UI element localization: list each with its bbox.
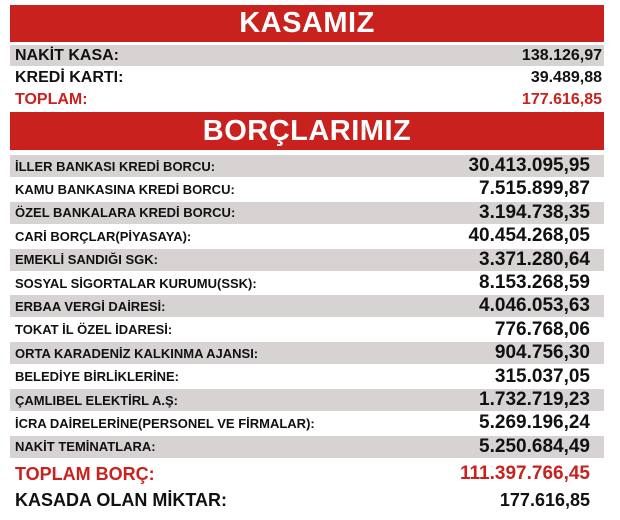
kasa-value: 39.489,88: [530, 68, 602, 86]
cash-amount-row: [10, 487, 604, 513]
debt-row: [10, 389, 604, 411]
debt-value: 3.194.738,35: [479, 201, 590, 223]
debt-row: [10, 412, 604, 434]
debt-label: ÖZEL BANKALARA KREDİ BORCU:: [15, 205, 236, 221]
debt-label: CARİ BORÇLAR(PİYASAYA):: [15, 228, 192, 244]
cash-amount-label: KASADA OLAN MİKTAR:: [15, 489, 227, 510]
debt-value: 315.037,05: [494, 365, 590, 387]
debt-label: İLLER BANKASI KREDİ BORCU:: [15, 158, 216, 174]
debt-label: KAMU BANKASINA KREDİ BORCU:: [15, 181, 235, 197]
debt-row: [10, 178, 604, 200]
kasa-header: KASAMIZ: [10, 5, 604, 42]
debt-value: 904.756,30: [494, 342, 590, 364]
total-debt-value: 111.397.766,45: [460, 463, 590, 484]
debt-value: 7.515.899,87: [479, 178, 590, 200]
kasa-value: 138.126,97: [521, 46, 602, 64]
borclar-header: BORÇLARIMIZ: [10, 112, 604, 150]
kasa-label: NAKİT KASA:: [15, 46, 119, 64]
debt-row: [10, 272, 604, 294]
debt-row: [10, 295, 604, 317]
debt-value: 5.269.196,24: [479, 412, 590, 434]
kasa-total-row: [10, 89, 604, 110]
debt-label: TOKAT İL ÖZEL İDARESİ:: [15, 322, 173, 338]
kasa-row: [10, 45, 604, 66]
debt-value: 40.454.268,05: [468, 225, 590, 247]
total-debt-row: [10, 462, 604, 486]
debt-row: [10, 155, 604, 177]
debt-label: ERBAA VERGİ DAİRESİ:: [15, 298, 166, 314]
debt-row: [10, 225, 604, 247]
kasa-total-label: TOPLAM:: [15, 90, 88, 108]
debt-value: 30.413.095,95: [468, 155, 590, 176]
debt-row: [10, 319, 604, 341]
debt-label: İCRA DAİRELERİNE(PERSONEL VE FİRMALAR):: [15, 415, 315, 431]
kasa-label: KREDİ KARTI:: [15, 68, 124, 86]
debt-label: ÇAMLIBEL ELEKTİRL A.Ş:: [15, 392, 178, 408]
debt-value: 776.768,06: [494, 318, 590, 340]
debt-row: [10, 342, 604, 364]
debt-label: NAKİT TEMİNATLARA:: [15, 439, 156, 455]
debt-value: 1.732.719,23: [479, 389, 590, 410]
debt-row: [10, 249, 604, 271]
debt-label: EMEKLİ SANDIĞI SGK:: [15, 252, 159, 268]
debt-row: [10, 366, 604, 388]
kasa-total-value: 177.616,85: [521, 90, 602, 108]
debt-value: 8.153.268,59: [479, 272, 590, 293]
debt-label: ORTA KARADENİZ KALKINMA AJANSI:: [15, 345, 259, 361]
debt-row: [10, 202, 604, 224]
debt-value: 5.250.684,49: [479, 435, 590, 457]
debt-row: [10, 436, 604, 458]
debt-label: BELEDİYE BİRLİKLERİNE:: [15, 369, 179, 385]
cash-amount-value: 177.616,85: [499, 489, 590, 510]
total-debt-label: TOPLAM BORÇ:: [15, 463, 155, 484]
kasa-row: [10, 67, 604, 88]
debt-value: 4.046.053,63: [479, 295, 590, 317]
debt-value: 3.371.280,64: [479, 248, 590, 270]
debt-label: SOSYAL SİGORTALAR KURUMU(SSK):: [15, 275, 257, 291]
